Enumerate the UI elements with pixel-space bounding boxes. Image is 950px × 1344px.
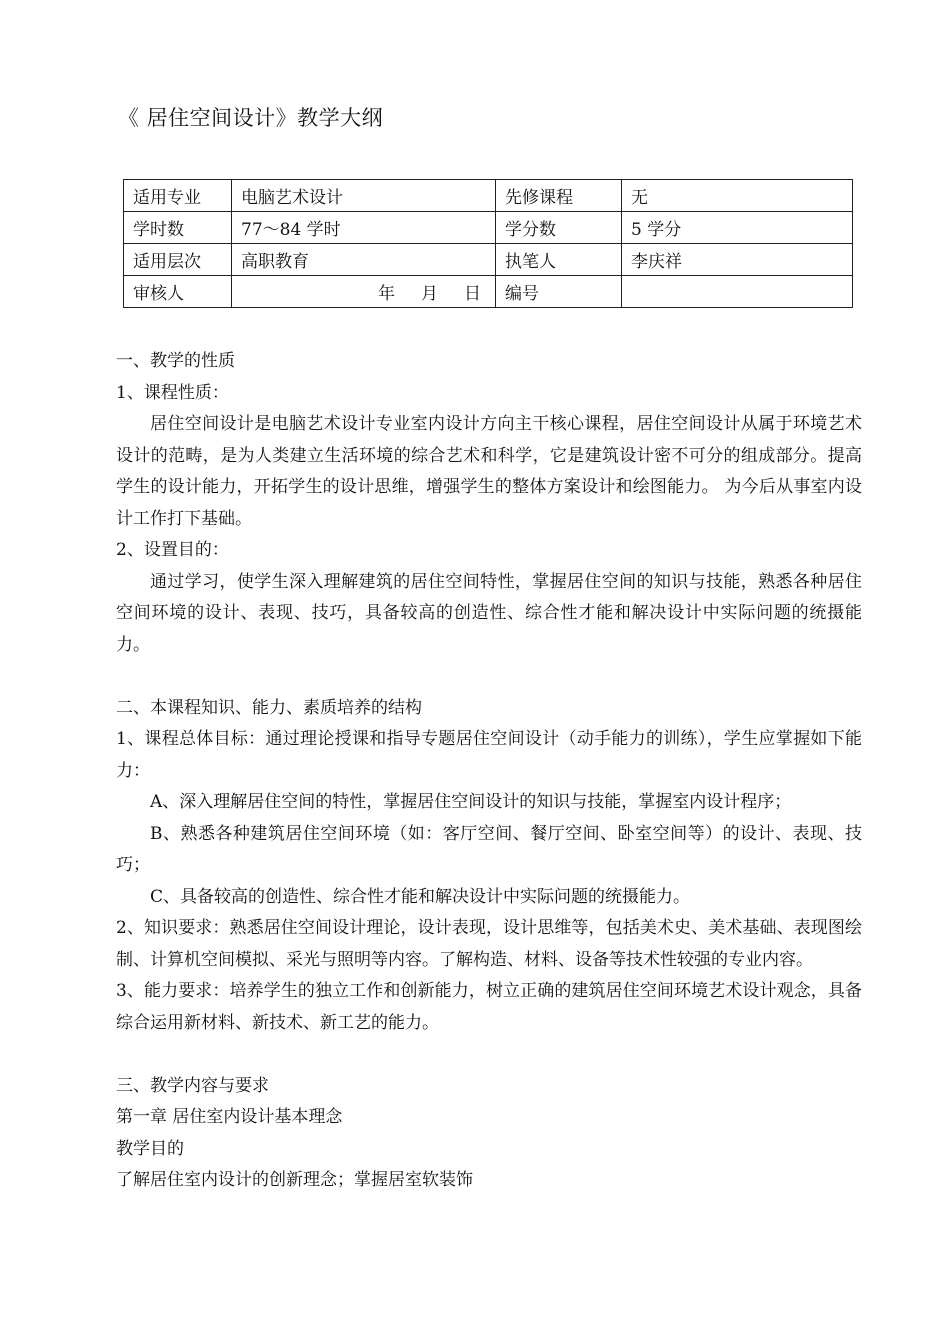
paragraph: 1、课程总体目标：通过理论授课和指导专题居住空间设计（动手能力的训练），学生应掌握如下能力： <box>116 729 862 781</box>
section-heading: 二、本课程知识、能力、素质培养的结构 <box>116 697 422 718</box>
table-cell: 先修课程 <box>496 180 622 212</box>
list-item: B、熟悉各种建筑居住空间环境（如：客厅空间、餐厅空间、卧室空间等）的设计、表现、技巧； <box>116 823 862 875</box>
table-cell: 适用专业 <box>124 180 232 212</box>
list-item: C、具备较高的创造性、综合性才能和解决设计中实际问题的统摄能力。 <box>150 886 691 907</box>
subheading: 教学目的 <box>116 1138 184 1159</box>
table-cell: 高职教育 <box>232 244 496 276</box>
table-row <box>124 212 853 244</box>
date-day: 日 <box>464 284 481 304</box>
date-month: 月 <box>421 284 438 304</box>
table-cell: 5 学分 <box>622 212 853 244</box>
table-row <box>124 180 853 212</box>
table-cell: 无 <box>622 180 853 212</box>
table-cell: 77～84 学时 <box>232 212 496 244</box>
spacer <box>116 661 862 693</box>
table-cell: 李庆祥 <box>622 244 853 276</box>
spacer <box>116 1039 862 1071</box>
paragraph: 居住空间设计是电脑艺术设计专业室内设计方向主干核心课程，居住空间设计从属于环境艺术设计的范畴，是为人类建立生活环境的综合艺术和科学，它是建筑设计密不可分的组成部分。提高学生的设计能力，开拓学生的设计思维，增强学生的整体方案设计和绘图能力。 为今后从事室内设计工作打下基础。 <box>116 414 862 529</box>
paragraph: 通过学习，使学生深入理解建筑的居住空间特性，掌握居住空间的知识与技能，熟悉各种居住空间环境的设计、表现、技巧，具备较高的创造性、综合性才能和解决设计中实际问题的统摄能力。 <box>116 571 862 655</box>
list-item: A、深入理解居住空间的特性，掌握居住空间设计的知识与技能，掌握室内设计程序； <box>150 792 792 812</box>
reviewer-label: 审核人 <box>124 276 232 308</box>
table-row <box>124 244 853 276</box>
date-year: 年 <box>378 284 395 304</box>
chapter-heading: 第一章 居住室内设计基本理念 <box>116 1107 343 1127</box>
subsection-heading: 1、课程性质： <box>116 382 229 403</box>
table-cell: 执笔人 <box>496 244 622 276</box>
subsection-heading: 2、设置目的： <box>116 540 229 560</box>
paragraph: 2、知识要求：熟悉居住空间设计理论，设计表现，设计思维等，包括美术史、美术基础、表现图绘制、计算机空间模拟、采光与照明等内容。了解构造、材料、设备等技术性较强的专业内容。 <box>116 918 862 970</box>
table-cell: 学时数 <box>124 212 232 244</box>
section-heading: 三、教学内容与要求 <box>116 1075 269 1096</box>
number-label: 编号 <box>496 276 622 308</box>
document-title: 《 居住空间设计》教学大纲 <box>118 106 384 130</box>
table-cell: 电脑艺术设计 <box>232 180 496 212</box>
document-body <box>116 346 862 1197</box>
table-row <box>124 276 853 308</box>
table-cell: 适用层次 <box>124 244 232 276</box>
section-heading: 一、教学的性质 <box>116 351 235 371</box>
course-info-table <box>123 179 853 308</box>
paragraph: 了解居住室内设计的创新理念；掌握居室软装饰 <box>116 1170 473 1190</box>
review-date-cell <box>232 276 496 308</box>
table-cell: 学分数 <box>496 212 622 244</box>
number-value <box>622 276 853 308</box>
paragraph: 3、能力要求：培养学生的独立工作和创新能力，树立正确的建筑居住空间环境艺术设计观念，具备综合运用新材料、新技术、新工艺的能力。 <box>116 981 862 1033</box>
